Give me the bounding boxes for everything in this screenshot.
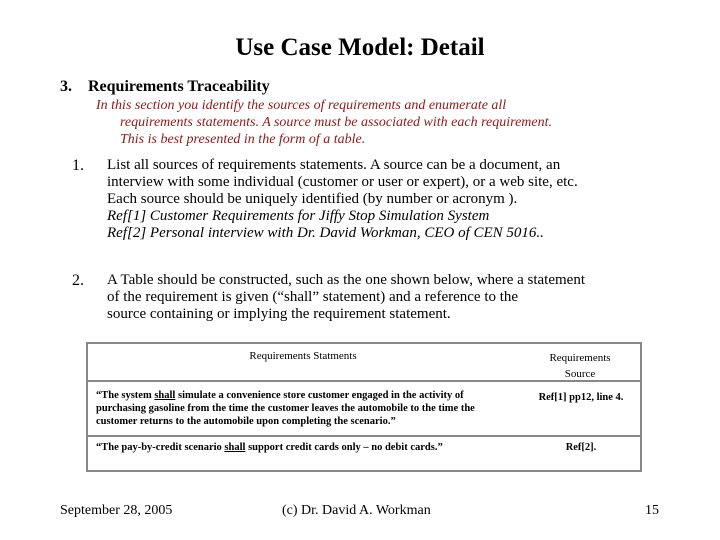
statement-text: “The pay-by-credit scenario: [96, 442, 225, 453]
slide-title: Use Case Model: Detail: [235, 34, 485, 61]
header-source-line: Source: [564, 368, 596, 380]
item-line: List all sources of requirements statements. A source can be a document, an: [107, 157, 561, 173]
section-intro-line: This is best presented in the form of a table.: [120, 132, 366, 147]
statement-text: simulate a convenience store customer engaged in the activity of purchasing gasoline from the time the customer leaves the automobile to the time the customer returns to the automobile upon completing the scenario.”: [96, 390, 475, 427]
item-number: 2.: [72, 272, 84, 289]
footer-author: (c) Dr. David A. Workman: [282, 503, 431, 518]
table-row-statement: [96, 389, 506, 428]
section-heading-text: Requirements Traceability: [88, 78, 270, 95]
reference-line: Ref[1] Customer Requirements for Jiffy Stop Simulation System: [107, 208, 490, 224]
header-source-line: Requirements: [549, 352, 611, 364]
section-intro: [96, 97, 656, 148]
section-intro-line: In this section you identify the sources of requirements and enumerate all: [96, 98, 507, 113]
item-line: source containing or implying the requirement statement.: [107, 306, 451, 322]
table-row-source: Ref[2].: [565, 442, 597, 453]
header-source: [518, 350, 642, 382]
item-number: 1.: [72, 157, 84, 174]
item-line: interview with some individual (customer or user or expert), or a web site, etc.: [107, 174, 578, 190]
item-line: Each source should be uniquely identified (by number or acronym ).: [107, 191, 518, 207]
header-statements: Requirements Statments: [249, 350, 357, 362]
table-row-source: Ref[1] pp12, line 4.: [538, 392, 624, 403]
section-intro-line: requirements statements. A source must be associated with each requirement.: [120, 115, 552, 130]
section-heading: [60, 78, 270, 96]
item-text: [107, 272, 667, 323]
statement-text: support credit cards only – no debit cards.”: [245, 442, 443, 453]
statement-keyword: shall: [224, 442, 246, 453]
footer-date: September 28, 2005: [60, 503, 173, 518]
table-row-statement: [96, 441, 514, 454]
item-text: [107, 157, 667, 242]
statement-keyword: shall: [154, 390, 176, 401]
table-divider: [88, 380, 640, 382]
item-line: of the requirement is given (“shall” statement) and a reference to the: [107, 289, 519, 305]
requirements-table: [86, 342, 642, 472]
table-divider: [88, 435, 640, 437]
item-line: A Table should be constructed, such as the one shown below, where a statement: [107, 272, 585, 288]
reference-line: Ref[2] Personal interview with Dr. David Workman, CEO of CEN 5016..: [107, 225, 544, 241]
statement-text: “The system: [96, 390, 155, 401]
section-number: 3.: [60, 78, 72, 95]
page-number: 15: [645, 503, 659, 518]
